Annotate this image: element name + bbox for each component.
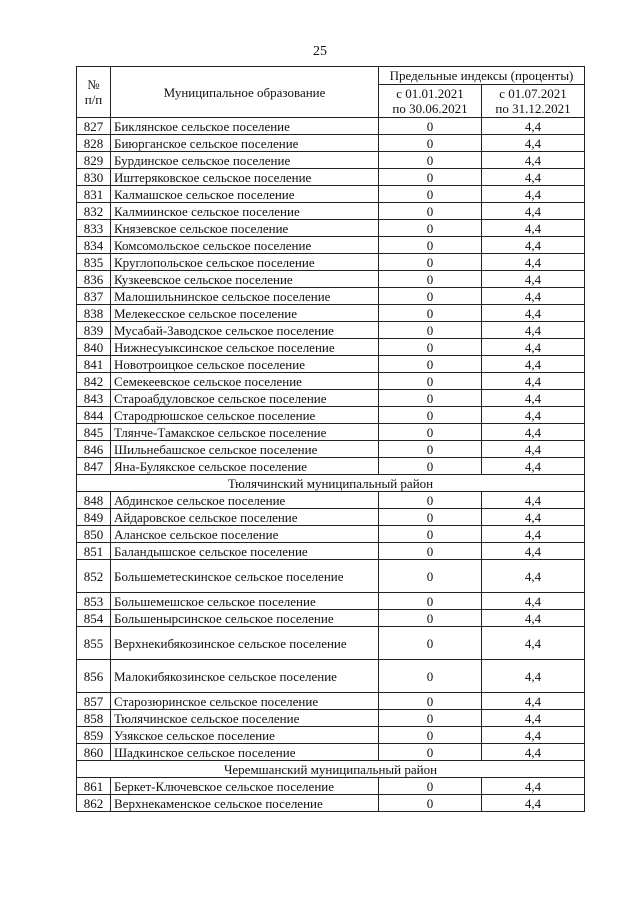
- header-number-line1: №: [87, 77, 100, 92]
- table-row: [77, 660, 585, 693]
- table-row: [77, 509, 585, 526]
- row-number: 857: [77, 693, 111, 710]
- index-period-1: 0: [379, 339, 482, 356]
- index-period-1: 0: [379, 710, 482, 727]
- municipality-name: Тюлячинское сельское поселение: [111, 710, 379, 727]
- row-number: 833: [77, 220, 111, 237]
- index-period-2: 4,4: [482, 710, 585, 727]
- municipality-name: Большеметескинское сельское поселение: [111, 560, 379, 593]
- municipality-name: Яна-Булякское сельское поселение: [111, 458, 379, 475]
- municipality-name: Нижнесуыксинское сельское поселение: [111, 339, 379, 356]
- table-row: [77, 727, 585, 744]
- index-period-2: 4,4: [482, 322, 585, 339]
- header-period-2-line2: по 31.12.2021: [495, 101, 571, 116]
- index-period-2: 4,4: [482, 526, 585, 543]
- municipality-name: Абдинское сельское поселение: [111, 492, 379, 509]
- index-period-2: 4,4: [482, 778, 585, 795]
- row-number: 858: [77, 710, 111, 727]
- table-row: [77, 135, 585, 152]
- table-row: [77, 458, 585, 475]
- table-row: [77, 288, 585, 305]
- row-number: 856: [77, 660, 111, 693]
- row-number: 829: [77, 152, 111, 169]
- index-period-2: 4,4: [482, 373, 585, 390]
- index-period-2: 4,4: [482, 203, 585, 220]
- municipality-name: Айдаровское сельское поселение: [111, 509, 379, 526]
- municipality-name: Иштеряковское сельское поселение: [111, 169, 379, 186]
- index-period-1: 0: [379, 526, 482, 543]
- index-period-1: 0: [379, 271, 482, 288]
- index-period-2: 4,4: [482, 169, 585, 186]
- index-period-2: 4,4: [482, 424, 585, 441]
- index-period-1: 0: [379, 441, 482, 458]
- municipality-name: Староабдуловское сельское поселение: [111, 390, 379, 407]
- table-row: [77, 390, 585, 407]
- row-number: 838: [77, 305, 111, 322]
- index-period-2: 4,4: [482, 593, 585, 610]
- district-name: Тюлячинский муниципальный район: [77, 475, 585, 492]
- table-row: [77, 339, 585, 356]
- index-period-1: 0: [379, 152, 482, 169]
- index-period-1: 0: [379, 356, 482, 373]
- index-period-2: 4,4: [482, 288, 585, 305]
- row-number: 837: [77, 288, 111, 305]
- index-period-1: 0: [379, 254, 482, 271]
- municipality-name: Узякское сельское поселение: [111, 727, 379, 744]
- table-row: [77, 424, 585, 441]
- index-period-1: 0: [379, 407, 482, 424]
- table-row: [77, 118, 585, 135]
- index-period-1: 0: [379, 220, 482, 237]
- row-number: 859: [77, 727, 111, 744]
- table-row: [77, 152, 585, 169]
- row-number: 844: [77, 407, 111, 424]
- municipality-name: Калмиинское сельское поселение: [111, 203, 379, 220]
- index-period-1: 0: [379, 795, 482, 812]
- index-period-1: 0: [379, 727, 482, 744]
- index-period-1: 0: [379, 118, 482, 135]
- header-indices: Предельные индексы (проценты): [379, 67, 585, 85]
- index-period-2: 4,4: [482, 152, 585, 169]
- index-period-1: 0: [379, 744, 482, 761]
- municipality-name: Баландышское сельское поселение: [111, 543, 379, 560]
- row-number: 846: [77, 441, 111, 458]
- index-period-2: 4,4: [482, 135, 585, 152]
- index-period-1: 0: [379, 322, 482, 339]
- row-number: 862: [77, 795, 111, 812]
- table-row: [77, 593, 585, 610]
- index-period-2: 4,4: [482, 744, 585, 761]
- district-group-row: [77, 475, 585, 492]
- table-row: [77, 322, 585, 339]
- table-row: [77, 560, 585, 593]
- row-number: 851: [77, 543, 111, 560]
- index-period-2: 4,4: [482, 795, 585, 812]
- municipality-name: Кузкеевское сельское поселение: [111, 271, 379, 288]
- municipality-name: Круглопольское сельское поселение: [111, 254, 379, 271]
- municipality-name: Верхнекаменское сельское поселение: [111, 795, 379, 812]
- index-period-2: 4,4: [482, 660, 585, 693]
- index-period-1: 0: [379, 627, 482, 660]
- index-period-2: 4,4: [482, 254, 585, 271]
- table-row: [77, 305, 585, 322]
- index-period-1: 0: [379, 169, 482, 186]
- municipality-name: Бурдинское сельское поселение: [111, 152, 379, 169]
- municipality-name: Малокибякозинское сельское поселение: [111, 660, 379, 693]
- row-number: 848: [77, 492, 111, 509]
- row-number: 853: [77, 593, 111, 610]
- header-number-line2: п/п: [84, 92, 103, 107]
- index-period-1: 0: [379, 509, 482, 526]
- index-period-2: 4,4: [482, 305, 585, 322]
- indices-table: [76, 66, 585, 812]
- row-number: 839: [77, 322, 111, 339]
- header-municipality: Муниципальное образование: [111, 67, 379, 118]
- municipality-name: Малошильнинское сельское поселение: [111, 288, 379, 305]
- municipality-name: Верхнекибякозинское сельское поселение: [111, 627, 379, 660]
- table-row: [77, 407, 585, 424]
- row-number: 830: [77, 169, 111, 186]
- index-period-2: 4,4: [482, 458, 585, 475]
- index-period-2: 4,4: [482, 220, 585, 237]
- header-period-1-line2: по 30.06.2021: [392, 101, 468, 116]
- row-number: 842: [77, 373, 111, 390]
- index-period-2: 4,4: [482, 610, 585, 627]
- index-period-2: 4,4: [482, 390, 585, 407]
- index-period-1: 0: [379, 660, 482, 693]
- table-row: [77, 441, 585, 458]
- table-row: [77, 220, 585, 237]
- table-row: [77, 610, 585, 627]
- municipality-name: Большемешское сельское поселение: [111, 593, 379, 610]
- table-body: [77, 118, 585, 812]
- table-row: [77, 356, 585, 373]
- header-period-2-line1: с 01.07.2021: [499, 86, 567, 101]
- header-period-1-line1: с 01.01.2021: [396, 86, 464, 101]
- index-period-2: 4,4: [482, 441, 585, 458]
- index-period-1: 0: [379, 373, 482, 390]
- table-row: [77, 203, 585, 220]
- row-number: 852: [77, 560, 111, 593]
- index-period-1: 0: [379, 305, 482, 322]
- index-period-2: 4,4: [482, 186, 585, 203]
- municipality-name: Большенырсинское сельское поселение: [111, 610, 379, 627]
- municipality-name: Стародрюшское сельское поселение: [111, 407, 379, 424]
- table-row: [77, 543, 585, 560]
- row-number: 834: [77, 237, 111, 254]
- header-number: [77, 67, 111, 118]
- row-number: 849: [77, 509, 111, 526]
- row-number: 832: [77, 203, 111, 220]
- index-period-2: 4,4: [482, 237, 585, 254]
- index-period-1: 0: [379, 560, 482, 593]
- table-row: [77, 237, 585, 254]
- municipality-name: Шадкинское сельское поселение: [111, 744, 379, 761]
- row-number: 860: [77, 744, 111, 761]
- municipality-name: Новотроицкое сельское поселение: [111, 356, 379, 373]
- index-period-2: 4,4: [482, 407, 585, 424]
- district-name: Черемшанский муниципальный район: [77, 761, 585, 778]
- index-period-1: 0: [379, 390, 482, 407]
- municipality-name: Комсомольское сельское поселение: [111, 237, 379, 254]
- municipality-name: Старозюринское сельское поселение: [111, 693, 379, 710]
- table-row: [77, 271, 585, 288]
- index-period-2: 4,4: [482, 118, 585, 135]
- row-number: 827: [77, 118, 111, 135]
- index-period-1: 0: [379, 693, 482, 710]
- header-row-1: [77, 67, 585, 85]
- index-period-2: 4,4: [482, 627, 585, 660]
- index-period-2: 4,4: [482, 560, 585, 593]
- table-row: [77, 186, 585, 203]
- table-row: [77, 778, 585, 795]
- row-number: 831: [77, 186, 111, 203]
- row-number: 847: [77, 458, 111, 475]
- index-period-1: 0: [379, 203, 482, 220]
- table-row: [77, 744, 585, 761]
- index-period-1: 0: [379, 610, 482, 627]
- district-group-row: [77, 761, 585, 778]
- table-row: [77, 526, 585, 543]
- table-row: [77, 693, 585, 710]
- row-number: 845: [77, 424, 111, 441]
- index-period-2: 4,4: [482, 356, 585, 373]
- index-period-1: 0: [379, 458, 482, 475]
- municipality-name: Мусабай-Заводское сельское поселение: [111, 322, 379, 339]
- index-period-2: 4,4: [482, 693, 585, 710]
- municipality-name: Биюрганское сельское поселение: [111, 135, 379, 152]
- table-row: [77, 254, 585, 271]
- municipality-name: Тлянче-Тамакское сельское поселение: [111, 424, 379, 441]
- row-number: 840: [77, 339, 111, 356]
- index-period-2: 4,4: [482, 543, 585, 560]
- index-period-2: 4,4: [482, 509, 585, 526]
- index-period-2: 4,4: [482, 339, 585, 356]
- index-period-2: 4,4: [482, 492, 585, 509]
- header-period-1: [379, 85, 482, 118]
- row-number: 843: [77, 390, 111, 407]
- municipality-name: Биклянское сельское поселение: [111, 118, 379, 135]
- row-number: 841: [77, 356, 111, 373]
- row-number: 836: [77, 271, 111, 288]
- table-row: [77, 373, 585, 390]
- row-number: 861: [77, 778, 111, 795]
- index-period-2: 4,4: [482, 271, 585, 288]
- row-number: 854: [77, 610, 111, 627]
- table-row: [77, 795, 585, 812]
- municipality-name: Калмашское сельское поселение: [111, 186, 379, 203]
- municipality-name: Беркет-Ключевское сельское поселение: [111, 778, 379, 795]
- row-number: 828: [77, 135, 111, 152]
- municipality-name: Мелекесское сельское поселение: [111, 305, 379, 322]
- index-period-1: 0: [379, 186, 482, 203]
- table-row: [77, 627, 585, 660]
- header-period-2: [482, 85, 585, 118]
- index-period-1: 0: [379, 593, 482, 610]
- index-period-1: 0: [379, 778, 482, 795]
- table-row: [77, 710, 585, 727]
- index-period-1: 0: [379, 492, 482, 509]
- index-period-1: 0: [379, 424, 482, 441]
- table-row: [77, 492, 585, 509]
- municipality-name: Князевское сельское поселение: [111, 220, 379, 237]
- index-period-1: 0: [379, 237, 482, 254]
- row-number: 855: [77, 627, 111, 660]
- index-period-1: 0: [379, 135, 482, 152]
- table-row: [77, 169, 585, 186]
- index-period-2: 4,4: [482, 727, 585, 744]
- page-number: 25: [313, 44, 327, 59]
- index-period-1: 0: [379, 543, 482, 560]
- row-number: 850: [77, 526, 111, 543]
- index-period-1: 0: [379, 288, 482, 305]
- municipality-name: Аланское сельское поселение: [111, 526, 379, 543]
- municipality-name: Семекеевское сельское поселение: [111, 373, 379, 390]
- row-number: 835: [77, 254, 111, 271]
- municipality-name: Шильнебашское сельское поселение: [111, 441, 379, 458]
